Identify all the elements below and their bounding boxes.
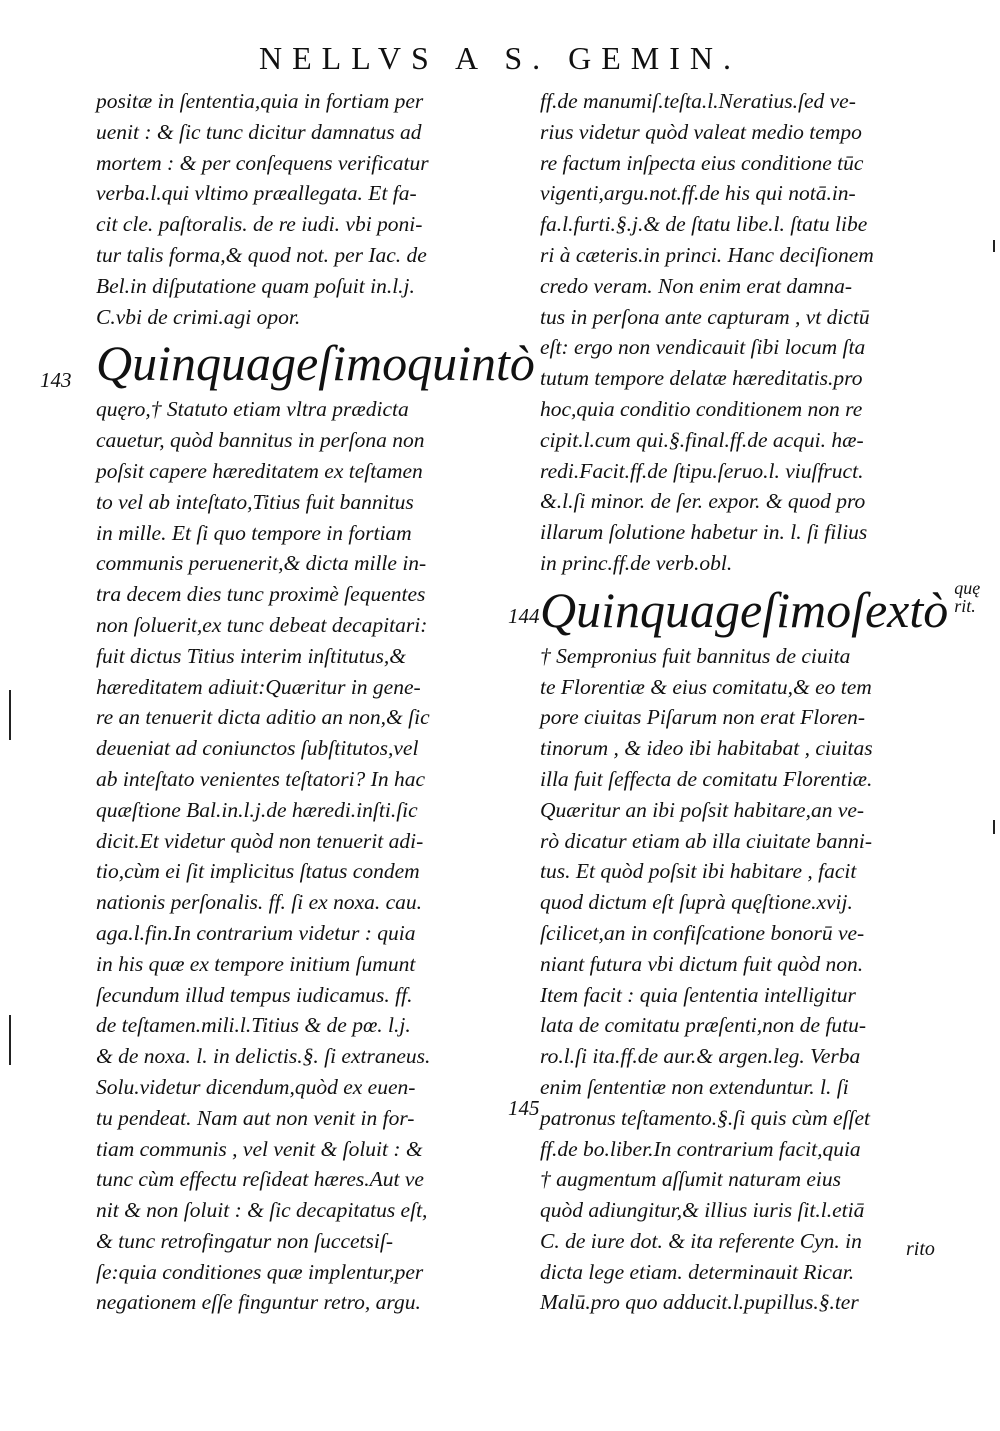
text-line: vigenti,argu.not.ff.de his qui notā.in- [540,181,856,206]
text-line: re an tenuerit dicta aditio an non,& ſic [96,705,430,730]
text-line: nationis perſonalis. ff. ſi ex noxa. cau. [96,890,423,915]
text-line: Malū.pro quo adducit.l.pupillus.§.ter [540,1290,859,1315]
text-line: poſsit capere hæreditatem ex teſtamen [96,458,423,483]
left-block-2 [96,394,506,1318]
text-line: enim ſententiæ non extenduntur. l. ſi [540,1074,849,1099]
text-line: in mille. Et ſi quo tempore in fortiam [96,520,412,545]
text-line: redi.Facit.ff.de ſtipu.ſeruo.l. viuſfruct. [540,458,864,483]
text-line: ro.l.ſi ita.ff.de aur.& argen.leg. Verba [540,1044,861,1069]
text-line: † Sempronius fuit bannitus de ciuita [540,643,851,668]
text-line: tiam communis , vel venit & ſoluit : & [96,1136,423,1161]
text-line: illa fuit ſeffecta de comitatu Florentiæ. [540,766,873,791]
scan-mark [9,1015,11,1065]
right-block-1 [540,86,950,579]
scan-mark [9,690,11,740]
section-heading-56 [540,577,981,641]
section-heading-55: Quinquageſimoquintò [96,335,535,392]
text-line: Item facit : quia ſententia intelligitur [540,982,856,1007]
text-line: ab inteſtato venientes teſtatori? In hac [96,766,425,791]
text-line: ſcilicet,an in confiſcatione bonorū ve- [540,920,865,945]
text-line: tus in perſona ante capturam , vt dictū [540,304,870,329]
text-line: hæreditatem adiuit:Quæritur in gene- [96,674,421,699]
right-column [540,86,981,1318]
text-line: ſecundum illud tempus iudicamus. ff. [96,982,413,1007]
text-line: Bel.in diſputatione quam poſuit in.l.j. [96,273,415,298]
text-line: tu pendeat. Nam aut non venit in for- [96,1105,415,1130]
text-line: tra decem dies tunc proximè ſequentes [96,582,426,607]
text-line: tinorum , & ideo ibi habitabat , ciuitas [540,736,873,761]
text-line: quæſtione Bal.in.l.j.de hæredi.inſti.ſic [96,797,418,822]
marginal-number-143: 143 [40,368,72,392]
text-line: quòd adiungitur,& illius iuris ſit.l.etiā [540,1198,865,1223]
left-block-1 [96,86,506,332]
text-line: re factum inſpecta eius conditione tūc [540,150,864,175]
text-line: uenit : & ſic tunc dicitur damnatus ad [96,119,422,144]
text-line: &.l.ſi minor. de ſer. expor. & quod pro [540,489,866,514]
heading-tail [954,579,980,615]
text-line: credo veram. Non enim erat damna- [540,273,853,298]
text-line: nit & non ſoluit : & ſic decapitatus eſt, [96,1198,428,1223]
text-line: Quæritur an ibi poſsit habitare,an ve- [540,797,865,822]
text-line: communis peruenerit,& dicta mille in- [96,551,427,576]
text-line: fa.l.furti.§.j.& de ſtatu libe.l. ſtatu libe [540,212,868,237]
text-line: tus. Et quòd poſsit ibi habitare , facit [540,859,857,884]
heading-tail-top: quę [954,577,981,598]
text-line: tunc cùm effectu reſideat hæres.Aut ve [96,1167,424,1192]
text-line: verba.l.qui vltimo præallegata. Et fa- [96,181,417,206]
text-line: cauetur, quòd bannitus in perſona non [96,428,425,453]
text-line: non ſoluerit,ex tunc debeat decapitari: [96,612,428,637]
text-line: † augmentum aſſumit naturam eius [540,1167,841,1192]
text-line: quęro,† Statuto etiam vltra prædicta [96,397,409,422]
text-line: dicit.Et videtur quòd non tenuerit adi- [96,828,424,853]
text-line: dicta lege etiam. determinauit Ricar. [540,1259,855,1284]
text-line: positæ in ſententia,quia in fortiam per [96,89,424,113]
text-line: rò dicatur etiam ab illa ciuitate banni- [540,828,873,853]
text-line: ſe:quia conditiones quæ implentur,per [96,1259,424,1284]
text-line: quod dictum eſt ſuprà quęſtione.xvij. [540,890,853,915]
text-line: tutum tempore delatæ hæreditatis.pro [540,366,863,391]
text-line: & tunc retrofingatur non ſuccetsiſ- [96,1228,393,1253]
text-line: tur talis forma,& quod not. per Iac. de [96,242,427,267]
catchword: rito [906,1238,935,1260]
text-line: cit cle. paſtoralis. de re iudi. vbi poni- [96,212,423,237]
text-line: illarum ſolutione habetur in. l. ſi filius [540,520,868,545]
scan-mark [993,240,995,252]
heading-tail-bottom: rit. [954,595,976,616]
text-line: C. de iure dot. & ita referente Cyn. in [540,1228,862,1253]
text-line: deueniat ad coniunctos ſubſtitutos,vel [96,736,419,761]
text-line: ri à cæteris.in princi. Hanc deciſionem [540,242,874,267]
text-line: eſt: ergo non vendicauit ſibi locum ſta [540,335,866,360]
text-line: de teſtamen.mili.l.Titius & de pœ. l.j. [96,1013,411,1038]
text-line: negationem eſſe finguntur retro, argu. [96,1290,421,1315]
text-line: to vel ab inteſtato,Titius fuit bannitus [96,489,414,514]
text-line: in princ.ff.de verb.obl. [540,550,733,575]
text-line: te Florentiæ & eius comitatu,& eo tem [540,674,872,699]
marginal-number-145: 145 [508,1096,540,1120]
text-line: Solu.videtur dicendum,quòd ex euen- [96,1074,416,1099]
text-line: aga.l.fin.In contrarium videtur : quia [96,920,416,945]
text-line: patronus teſtamento.§.ſi quis cùm eſſet [540,1105,871,1130]
running-head: NELLVS A S. GEMIN. [259,40,741,76]
text-line: & de noxa. l. in delictis.§. ſi extraneus. [96,1044,431,1069]
marginal-number-144: 144 [508,604,540,628]
text-line: pore ciuitas Piſarum non erat Floren- [540,705,866,730]
text-line: hoc,quia conditio conditionem non re [540,396,863,421]
scan-mark [993,820,995,834]
text-line: in his quæ ex tempore initium ſumunt [96,951,416,976]
text-line: mortem : & per conſequens verificatur [96,150,429,175]
text-line: lata de comitatu præſenti,non de futu- [540,1013,867,1038]
text-line: ff.de manumiſ.teſta.l.Neratius.ſed ve- [540,89,856,113]
text-line: fuit dictus Titius interim inſtitutus,& [96,643,406,668]
text-line: ff.de bo.liber.In contrarium facit,quia [540,1136,861,1161]
heading-text: Quinquageſimoſextò [540,581,949,638]
text-line: tio,cùm ei ſit implicitus ſtatus condem [96,859,420,884]
text-line: rius videtur quòd valeat medio tempo [540,119,862,144]
text-line: niant futura vbi dictum fuit quòd non. [540,951,864,976]
text-line: C.vbi de crimi.agi opor. [96,304,301,329]
right-block-2 [540,641,950,1319]
text-line: cipit.l.cum qui.§.final.ff.de acqui. hæ- [540,427,864,452]
